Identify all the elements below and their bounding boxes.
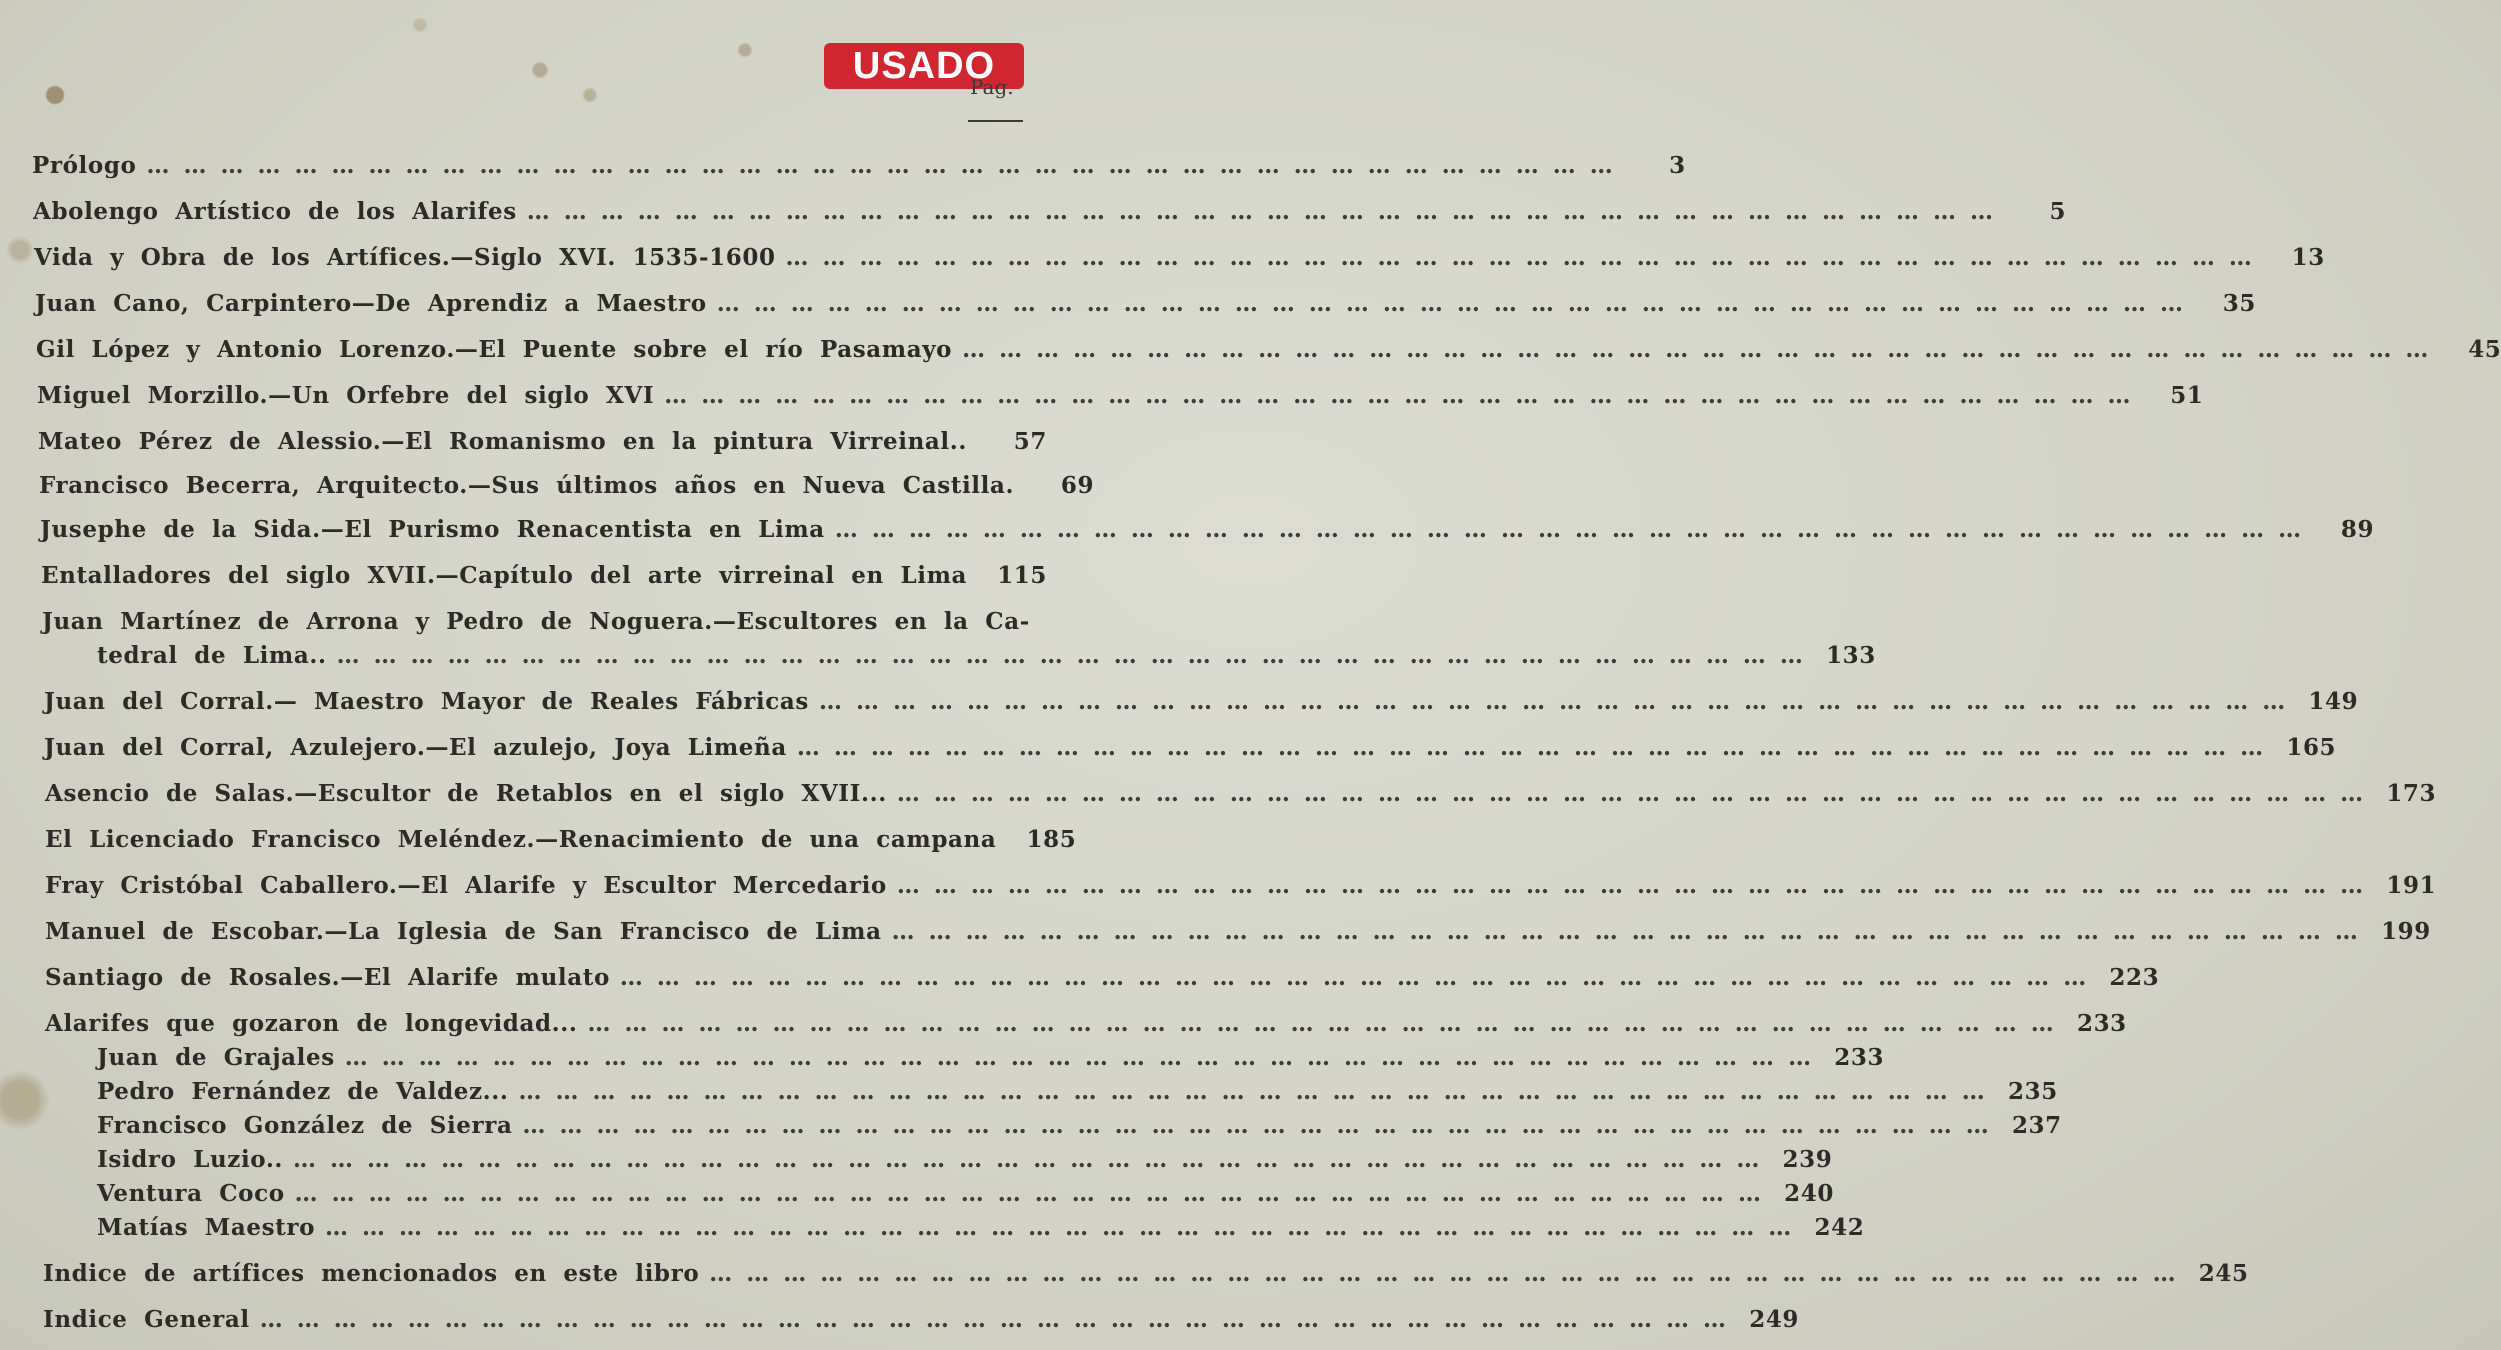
toc-entry-title: Matías Maestro bbox=[97, 1214, 316, 1241]
toc-entry bbox=[44, 734, 2337, 766]
toc-entry-title: Asencio de Salas.—Escultor de Retablos en el siglo XVII... bbox=[45, 780, 887, 807]
dot-leader bbox=[897, 780, 2366, 807]
dot-leader bbox=[620, 964, 2089, 991]
dot-leader bbox=[892, 918, 2361, 945]
toc-entry-continuation: tedral de Lima.. bbox=[97, 642, 327, 669]
toc-subentry bbox=[97, 1214, 1865, 1246]
toc-subentry bbox=[97, 1078, 2058, 1110]
toc-entry-title: Jusephe de la Sida.—El Purismo Renacentista en Lima bbox=[40, 516, 825, 543]
toc-entry bbox=[97, 642, 1876, 674]
toc-entry-page: 57 bbox=[1013, 428, 1047, 455]
toc-entry-title: Pedro Fernández de Valdez... bbox=[97, 1078, 509, 1105]
dot-leader bbox=[664, 382, 2133, 409]
toc-entry-page: 185 bbox=[1026, 826, 1077, 853]
toc-entry-title: Juan Cano, Carpintero—De Aprendiz a Maestro bbox=[35, 290, 707, 317]
toc-entry bbox=[36, 336, 2501, 368]
toc-entry-title: Juan del Corral, Azulejero.—El azulejo, Joya Limeña bbox=[44, 734, 787, 761]
toc-entry-page: 165 bbox=[2286, 734, 2337, 761]
toc-entry-page: 239 bbox=[1782, 1146, 1833, 1173]
page-column-header: Pag. bbox=[970, 75, 1014, 99]
toc-entry bbox=[45, 826, 1077, 858]
toc-entry-first-line bbox=[42, 608, 1030, 640]
toc-entry-page: 45 bbox=[2468, 336, 2501, 363]
toc-entry-title: Alarifes que gozaron de longevidad... bbox=[45, 1010, 578, 1037]
toc-entry-title: Miguel Morzillo.—Un Orfebre del siglo XVI bbox=[37, 382, 655, 409]
toc-entry-page: 223 bbox=[2109, 964, 2160, 991]
toc-entry-title: Vida y Obra de los Artífices.—Siglo XVI. 1535-1600 bbox=[34, 244, 776, 271]
toc-entry bbox=[45, 1010, 2127, 1042]
toc-entry-title: Fray Cristóbal Caballero.—El Alarife y Escultor Mercedario bbox=[45, 872, 887, 899]
dot-leader bbox=[345, 1044, 1814, 1071]
toc-entry-title: Entalladores del siglo XVII.—Capítulo del arte virreinal en Lima bbox=[41, 562, 968, 589]
dot-leader bbox=[962, 336, 2431, 363]
toc-entry-page: 51 bbox=[2170, 382, 2204, 409]
dot-leader bbox=[325, 1214, 1794, 1241]
toc-entry-page: 233 bbox=[2076, 1010, 2127, 1037]
toc-entry-title: Juan del Corral.— Maestro Mayor de Reales Fábricas bbox=[44, 688, 809, 715]
toc-entry bbox=[43, 1306, 1800, 1338]
toc-entry-title: Indice de artífices mencionados en este libro bbox=[43, 1260, 700, 1287]
toc-entry-title: Juan de Grajales bbox=[97, 1044, 335, 1071]
dot-leader bbox=[819, 688, 2288, 715]
dot-leader bbox=[717, 290, 2186, 317]
toc-subentry bbox=[97, 1112, 2062, 1144]
toc-entry-title: Francisco Becerra, Arquitecto.—Sus últimos años en Nueva Castilla. bbox=[39, 472, 1015, 499]
toc-entry-page: 13 bbox=[2291, 244, 2325, 271]
toc-entry bbox=[38, 428, 1047, 460]
toc-subentry bbox=[97, 1044, 1885, 1076]
toc-entry bbox=[34, 244, 2325, 276]
toc-entry bbox=[37, 382, 2204, 414]
toc-subentry bbox=[97, 1146, 1833, 1178]
toc-entry-page: 35 bbox=[2222, 290, 2257, 317]
dot-leader bbox=[519, 1078, 1988, 1105]
dot-leader bbox=[146, 152, 1615, 179]
toc-entry-page: 191 bbox=[2386, 872, 2437, 899]
toc-entry-page: 133 bbox=[1826, 642, 1876, 669]
toc-entry-page: 5 bbox=[2049, 198, 2067, 225]
dot-leader bbox=[527, 198, 1996, 225]
toc-entry-page: 235 bbox=[2008, 1078, 2058, 1105]
toc-entry-page: 115 bbox=[997, 562, 1048, 589]
toc-entry-title: El Licenciado Francisco Meléndez.—Renacimiento de una campana bbox=[45, 826, 997, 853]
toc-entry-page: 249 bbox=[1749, 1306, 1800, 1333]
dot-leader bbox=[786, 244, 2255, 271]
toc-entry-page: 89 bbox=[2340, 516, 2375, 543]
toc-entry-page: 199 bbox=[2381, 918, 2431, 945]
toc-subentry bbox=[97, 1180, 1834, 1212]
toc-entry bbox=[32, 152, 1686, 184]
toc-entry-title: Manuel de Escobar.—La Iglesia de San Francisco de Lima bbox=[45, 918, 882, 945]
toc-entry bbox=[35, 290, 2257, 322]
dot-leader bbox=[260, 1306, 1729, 1333]
toc-entry-page: 233 bbox=[1834, 1044, 1885, 1071]
dot-leader bbox=[293, 1146, 1762, 1173]
toc-entry-title: Gil López y Antonio Lorenzo.—El Puente sobre el río Pasamayo bbox=[36, 336, 953, 363]
toc-entry-page: 69 bbox=[1060, 472, 1095, 499]
dot-leader bbox=[835, 516, 2304, 543]
used-badge: USADO bbox=[824, 43, 1024, 89]
dot-leader bbox=[797, 734, 2266, 761]
toc-entry bbox=[45, 918, 2431, 950]
toc-entry bbox=[45, 964, 2160, 996]
toc-entry bbox=[43, 1260, 2249, 1292]
toc-entry-title: Abolengo Artístico de los Alarifes bbox=[33, 198, 517, 225]
toc-entry-page: 240 bbox=[1784, 1180, 1834, 1207]
dot-leader bbox=[897, 872, 2366, 899]
toc-entry-title: Mateo Pérez de Alessio.—El Romanismo en la pintura Virreinal.. bbox=[38, 428, 967, 455]
toc-entry-page: 149 bbox=[2308, 688, 2359, 715]
toc-entry bbox=[45, 780, 2437, 812]
toc-entry-title: Santiago de Rosales.—El Alarife mulato bbox=[45, 964, 610, 991]
toc-entry-title: Francisco González de Sierra bbox=[97, 1112, 513, 1139]
toc-entry-title: Juan Martínez de Arrona y Pedro de Noguera.—Escultores en la Ca- bbox=[42, 608, 1030, 635]
toc-entry bbox=[44, 688, 2359, 720]
toc-entry-title: Isidro Luzio.. bbox=[97, 1146, 284, 1173]
dot-leader bbox=[295, 1180, 1764, 1207]
toc-entry-page: 173 bbox=[2386, 780, 2437, 807]
toc-entry bbox=[45, 872, 2437, 904]
toc-entry bbox=[40, 516, 2375, 548]
toc-entry-title: Indice General bbox=[43, 1306, 250, 1333]
dot-leader bbox=[337, 642, 1806, 669]
toc-entry-title: Ventura Coco bbox=[97, 1180, 285, 1207]
dot-leader bbox=[587, 1010, 2056, 1037]
dot-leader bbox=[709, 1260, 2178, 1287]
toc-entry-page: 237 bbox=[2011, 1112, 2062, 1139]
toc-entry-page: 3 bbox=[1669, 152, 1686, 179]
toc-entry-page: 245 bbox=[2198, 1260, 2249, 1287]
toc-entry bbox=[41, 562, 1048, 594]
toc-entry bbox=[33, 198, 2067, 230]
toc-entry-page: 242 bbox=[1814, 1214, 1865, 1241]
toc-entry bbox=[39, 472, 1095, 504]
dot-leader bbox=[522, 1112, 1991, 1139]
toc-entry-title: Prólogo bbox=[32, 152, 137, 179]
